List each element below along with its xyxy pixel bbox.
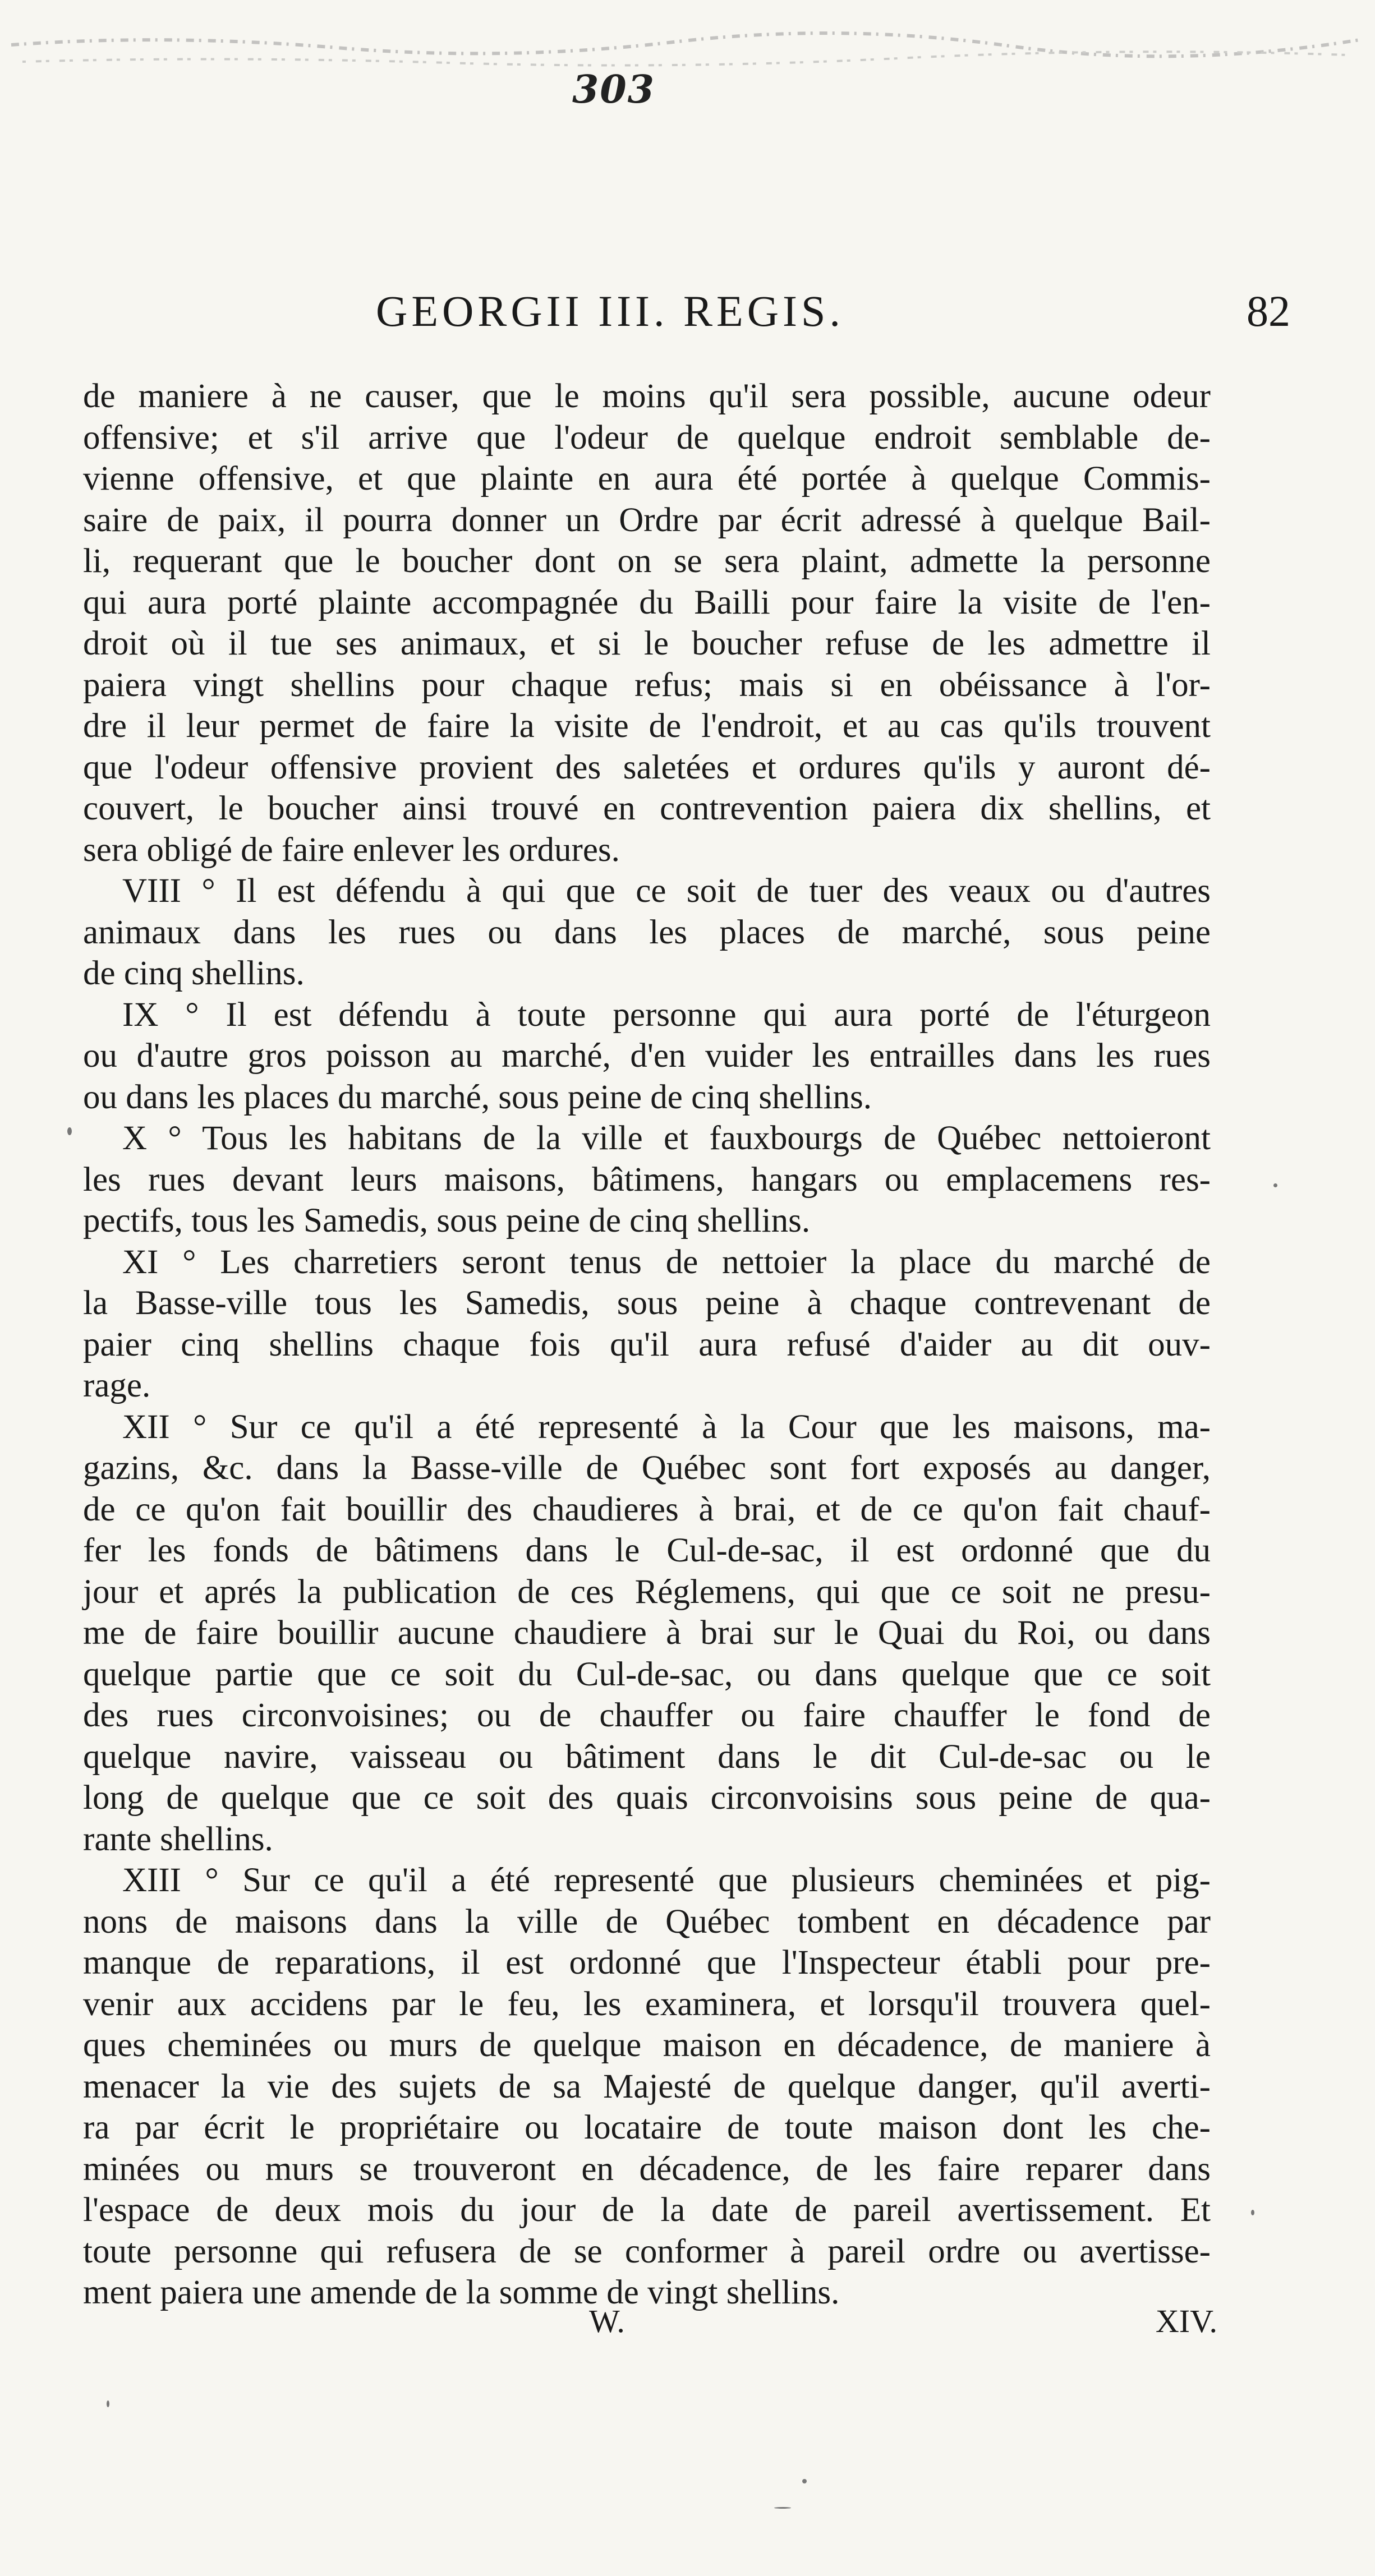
- article-ix-heading: IX ° Il est défendu à toute personne qui aura porté de l'éturgeon: [122, 996, 1211, 1034]
- catchword: XIV.: [1155, 2303, 1217, 2339]
- text-line: ra par écrit le propriétaire ou locataire de toute maison dont les che-: [83, 2109, 1211, 2146]
- article-xiii-heading: XIII ° Sur ce qu'il a été representé que plusieurs cheminées et pig-: [122, 1861, 1211, 1899]
- text-line: ou dans les places du marché, sous peine de cinq shellins.: [83, 1078, 872, 1116]
- text-line: la Basse-ville tous les Samedis, sous peine à chaque contrevenant de: [83, 1284, 1211, 1322]
- ink-speck: [802, 2479, 807, 2483]
- text-line: minées ou murs se trouveront en décadence, de les faire reparer dans: [83, 2150, 1211, 2188]
- text-line: long de quelque que ce soit des quais circonvoisins sous peine de qua-: [83, 1779, 1211, 1817]
- text-line: sera obligé de faire enlever les ordures.: [83, 831, 620, 869]
- text-line: ment paiera une amende de la somme de vingt shellins.: [83, 2274, 840, 2311]
- text-line: toute personne qui refusera de se conformer à pareil ordre ou avertisse-: [83, 2232, 1211, 2270]
- text-line: des rues circonvoisines; ou de chauffer ou faire chauffer le fond de: [83, 1697, 1211, 1734]
- text-line: me de faire bouillir aucune chaudiere à brai sur le Quai du Roi, ou dans: [83, 1614, 1211, 1652]
- article-xii-heading: XII ° Sur ce qu'il a été representé à la Cour que les maisons, ma-: [122, 1408, 1211, 1446]
- text-line: pectifs, tous les Samedis, sous peine de cinq shellins.: [83, 1202, 811, 1239]
- text-line: de maniere à ne causer, que le moins qu'il sera possible, aucune odeur: [83, 377, 1211, 415]
- text-line: offensive; et s'il arrive que l'odeur de quelque endroit semblable de-: [83, 418, 1211, 457]
- text-line: l'espace de deux mois du jour de la date de pareil avertissement. Et: [83, 2191, 1211, 2229]
- running-head: GEORGII III. REGIS.: [376, 287, 844, 335]
- text-line: vienne offensive, et que plainte en aura été portée à quelque Commis-: [83, 460, 1211, 497]
- ink-speck: [1273, 1183, 1277, 1187]
- text-line: paier cinq shellins chaque fois qu'il aura refusé d'aider au dit ouv-: [83, 1325, 1211, 1363]
- page-header: [84, 286, 1290, 342]
- text-line: droit où il tue ses animaux, et si le boucher refuse de les admettre il: [83, 625, 1211, 662]
- text-line: ou d'autre gros poisson au marché, d'en vuider les entrailles dans les rues: [83, 1037, 1211, 1075]
- article-x-heading: X ° Tous les habitans de la ville et fauxbourgs de Québec nettoieront: [122, 1119, 1211, 1157]
- ink-speck: [67, 1127, 72, 1135]
- text-line: gazins, &c. dans la Basse-ville de Québec sont fort exposés au danger,: [83, 1449, 1211, 1487]
- text-line: dre il leur permet de faire la visite de l'endroit, et au cas qu'ils trouvent: [83, 707, 1211, 745]
- text-line: menacer la vie des sujets de sa Majesté de quelque danger, qu'il averti-: [83, 2067, 1211, 2105]
- text-line: jour et aprés la publication de ces Réglemens, qui que ce soit ne presu-: [83, 1573, 1211, 1611]
- article-xi-heading: XI ° Les charretiers seront tenus de nettoier la place du marché de: [122, 1243, 1211, 1281]
- text-line: quelque partie que ce soit du Cul-de-sac, ou dans quelque que ce soit: [83, 1655, 1211, 1693]
- page-footer: [589, 2302, 1217, 2347]
- text-line: rante shellins.: [83, 1820, 273, 1858]
- ink-speck: [774, 2507, 791, 2509]
- ink-speck: [1251, 2210, 1254, 2215]
- article-viii-heading: VIII ° Il est défendu à qui que ce soit de tuer des veaux ou d'autres: [122, 872, 1211, 910]
- text-line: venir aux accidens par le feu, les examinera, et lorsqu'il trouvera quel-: [83, 1985, 1211, 2023]
- text-line: fer les fonds de bâtimens dans le Cul-de-sac, il est ordonné que du: [83, 1532, 1211, 1569]
- ink-speck: [107, 2400, 109, 2407]
- text-line: rage.: [83, 1367, 151, 1404]
- page-number: 82: [1247, 287, 1290, 335]
- text-line: li, requerant que le boucher dont on se sera plaint, admette la personne: [83, 542, 1211, 580]
- signature-mark: W.: [589, 2303, 625, 2339]
- text-line: quelque navire, vaisseau ou bâtiment dans le dit Cul-de-sac ou le: [83, 1738, 1211, 1776]
- text-line: nons de maisons dans la ville de Québec tombent en décadence par: [83, 1902, 1211, 1941]
- text-line: paiera vingt shellins pour chaque refus; mais si en obéissance à l'or-: [83, 666, 1211, 704]
- text-line: les rues devant leurs maisons, bâtimens, hangars ou emplacemens res-: [83, 1160, 1211, 1199]
- text-line: manque de reparations, il est ordonné que l'Inspecteur établi pour pre-: [83, 1944, 1211, 1981]
- text-line: de ce qu'on fait bouillir des chaudieres à brai, et de ce qu'on fait chauf-: [83, 1490, 1211, 1528]
- body-text: [83, 376, 1211, 2314]
- scan-noise-strip: [0, 22, 1375, 84]
- text-line: saire de paix, il pourra donner un Ordre par écrit adressé à quelque Bail-: [83, 501, 1211, 539]
- text-line: couvert, le boucher ainsi trouvé en contrevention paiera dix shellins, et: [83, 790, 1211, 827]
- handwritten-folio-number: 303: [572, 67, 655, 112]
- text-line: ques cheminées ou murs de quelque maison en décadence, de maniere à: [83, 2026, 1211, 2064]
- text-line: animaux dans les rues ou dans les places de marché, sous peine: [83, 913, 1211, 951]
- text-line: qui aura porté plainte accompagnée du Bailli pour faire la visite de l'en-: [83, 583, 1211, 621]
- text-line: de cinq shellins.: [83, 955, 305, 992]
- text-line: que l'odeur offensive provient des saletées et ordures qu'ils y auront dé-: [83, 748, 1211, 786]
